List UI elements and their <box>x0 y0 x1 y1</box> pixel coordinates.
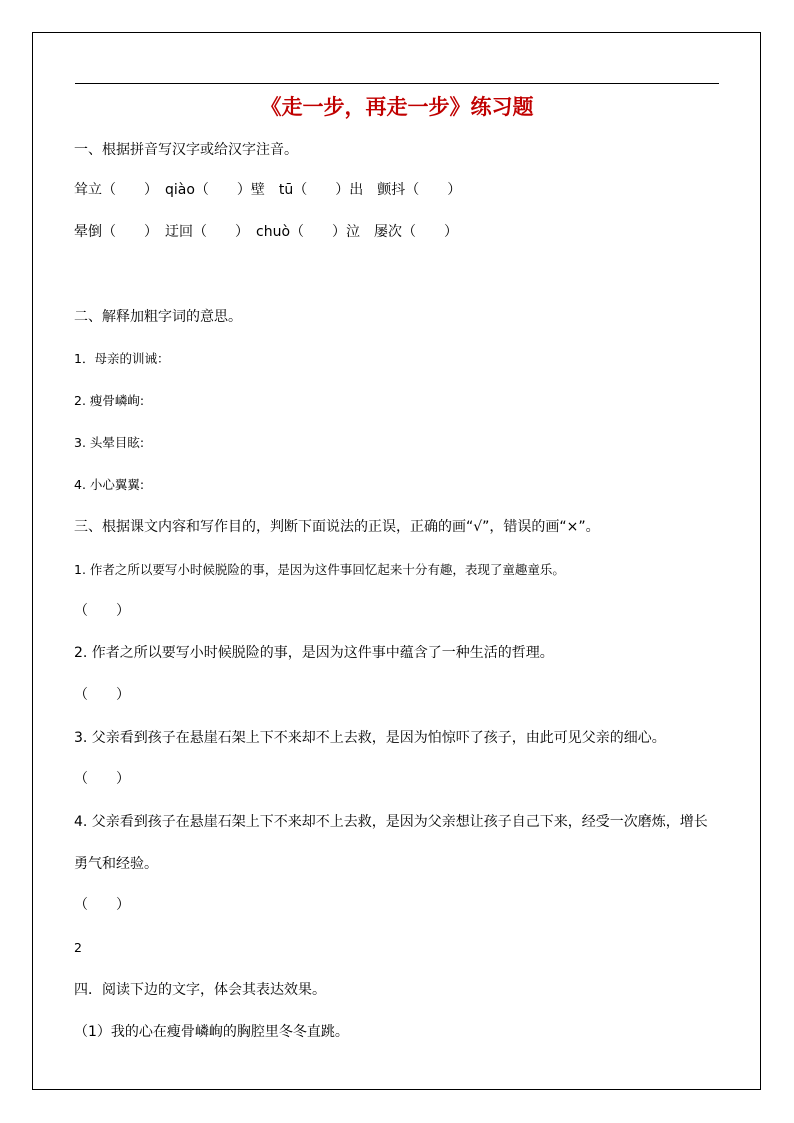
document-title: 《走一步，再走一步》练习题 <box>260 94 534 119</box>
section2-item-1: 1．母亲的训诫： <box>74 351 170 366</box>
section3-question-4-line-1: 4. 父亲看到孩子在悬崖石架上下不来却不上去救，是因为父亲想让孩子自己下来，经受一次磨炼，增长 <box>74 814 708 830</box>
pinyin-row-2: 晕倒（ ） 迂回（ ） chuò（ ）泣 屡次（ ） <box>74 224 459 240</box>
section2-heading: 二、解释加粗字词的意思。 <box>74 309 242 325</box>
header-rule <box>75 83 719 84</box>
section2-item-2: 2. 瘦骨嶙峋: <box>74 393 145 408</box>
section3-question-4-line-2: 勇气和经验。 <box>74 856 158 872</box>
answer-blank-1[interactable]: （ ） <box>74 603 130 619</box>
pinyin-row-1: 耸立（ ） qiào（ ）壁 tū（ ）出 颤抖（ ） <box>74 182 462 198</box>
answer-blank-3[interactable]: （ ） <box>74 771 130 787</box>
answer-blank-4[interactable]: （ ） <box>74 897 130 913</box>
section2-item-4: 4. 小心翼翼: <box>74 477 145 492</box>
section3-question-3: 3. 父亲看到孩子在悬崖石架上下不来却不上去救，是因为怕惊吓了孩子，由此可见父亲的细心。 <box>74 730 666 746</box>
section3-heading: 三、根据课文内容和写作目的，判断下面说法的正误，正确的画“√”，错误的画“×”。 <box>74 519 600 535</box>
page-number: 2 <box>74 940 82 955</box>
section4-item-1: （1）我的心在瘦骨嶙峋的胸腔里冬冬直跳。 <box>74 1024 349 1040</box>
section3-question-1: 1. 作者之所以要写小时候脱险的事，是因为这件事回忆起来十分有趣，表现了童趣童乐。 <box>74 562 565 577</box>
section2-item-3: 3. 头晕目眩: <box>74 435 145 450</box>
section3-question-2: 2. 作者之所以要写小时候脱险的事，是因为这件事中蕴含了一种生活的哲理。 <box>74 645 554 661</box>
section1-heading: 一、根据拼音写汉字或给汉字注音。 <box>74 142 298 158</box>
section4-heading: 四．阅读下边的文字，体会其表达效果。 <box>74 982 326 998</box>
answer-blank-2[interactable]: （ ） <box>74 687 130 703</box>
